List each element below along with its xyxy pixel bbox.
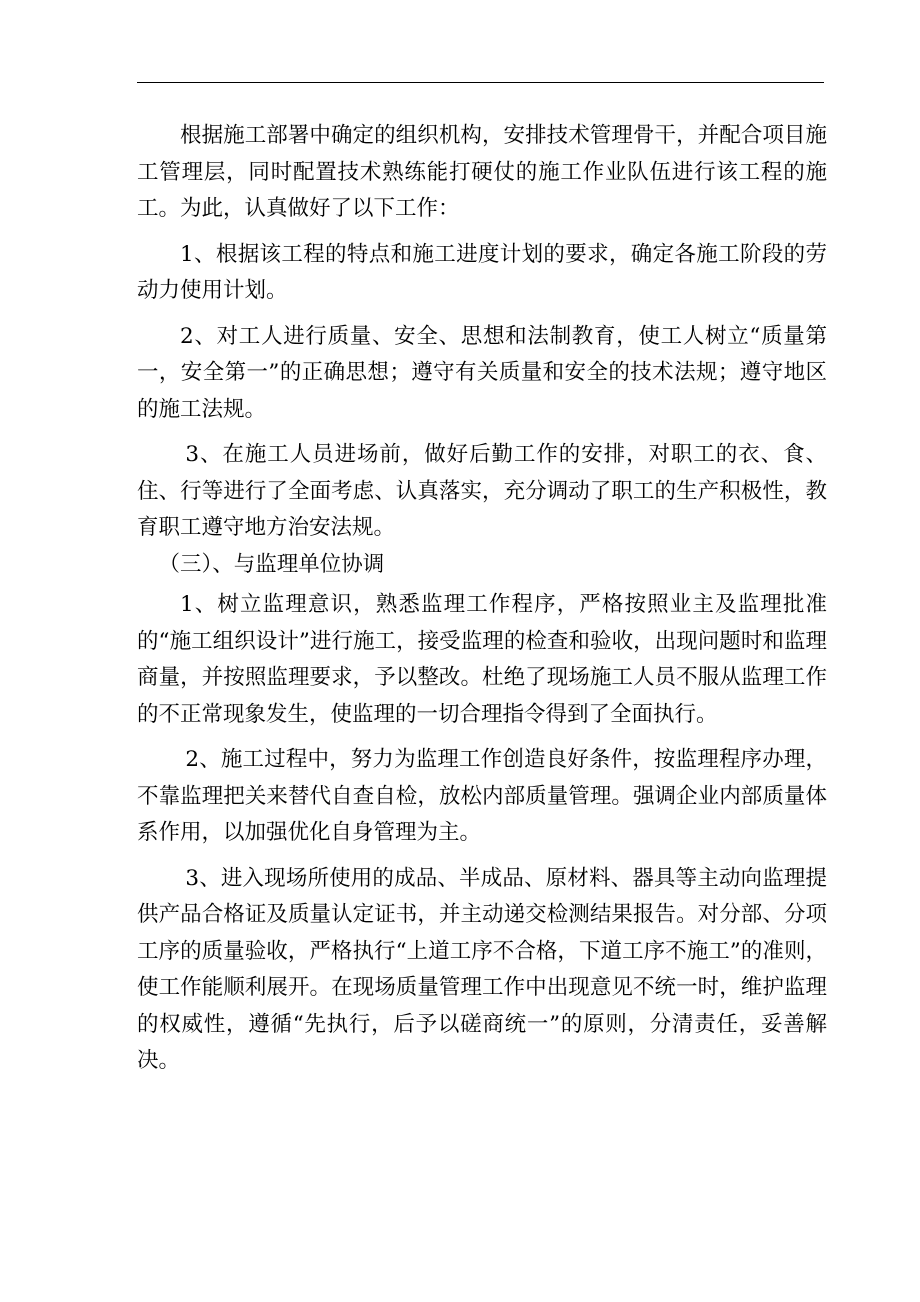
paragraph-supervision-2: 2、施工过程中，努力为监理工作创造良好条件，按监理程序办理，不靠监理把关来替代自查自检，放松内部质量管理。强调企业内部质量体系作用，以加强优化自身管理为主。 bbox=[137, 747, 827, 845]
paragraph-intro: 根据施工部署中确定的组织机构，安排技术管理骨干，并配合项目施工管理层，同时配置技术熟练能打硬仗的施工作业队伍进行该工程的施工。为此，认真做好了以下工作： bbox=[137, 123, 827, 221]
paragraph-supervision-3: 3、进入现场所使用的成品、半成品、原材料、器具等主动向监理提供产品合格证及质量认定证书，并主动递交检测结果报告。对分部、分项工序的质量验收，严格执行“上道工序不合格，下道工序不施工”的准则，使工作能顺利展开。在现场质量管理工作中出现意见不统一时，维护监理的权威性，遵循“先执行，后予以磋商统一”的原则，分清责任，妥善解决。 bbox=[137, 865, 827, 1073]
section-heading: （三）、与监理单位协调 bbox=[158, 551, 385, 577]
paragraph-item-1: 1、根据该工程的特点和施工进度计划的要求，确定各施工阶段的劳动力使用计划。 bbox=[137, 241, 827, 303]
paragraph-item-3: 3、在施工人员进场前，做好后勤工作的安排，对职工的衣、食、住、行等进行了全面考虑、认真落实，充分调动了职工的生产积极性，教育职工遵守地方治安法规。 bbox=[137, 442, 827, 540]
paragraph-item-2: 2、对工人进行质量、安全、思想和法制教育，使工人树立“质量第一，安全第一”的正确思想；遵守有关质量和安全的技术法规；遵守地区的施工法规。 bbox=[137, 323, 827, 422]
document-body bbox=[137, 118, 827, 1080]
paragraph-supervision-1: 1、树立监理意识，熟悉监理工作程序，严格按照业主及监理批准的“施工组织设计”进行施工，接受监理的检查和验收，出现问题时和监理商量，并按照监理要求，予以整改。杜绝了现场施工人员不服从监理工作的不正常现象发生，使监理的一切合理指令得到了全面执行。 bbox=[137, 592, 827, 727]
header-rule bbox=[137, 82, 824, 83]
